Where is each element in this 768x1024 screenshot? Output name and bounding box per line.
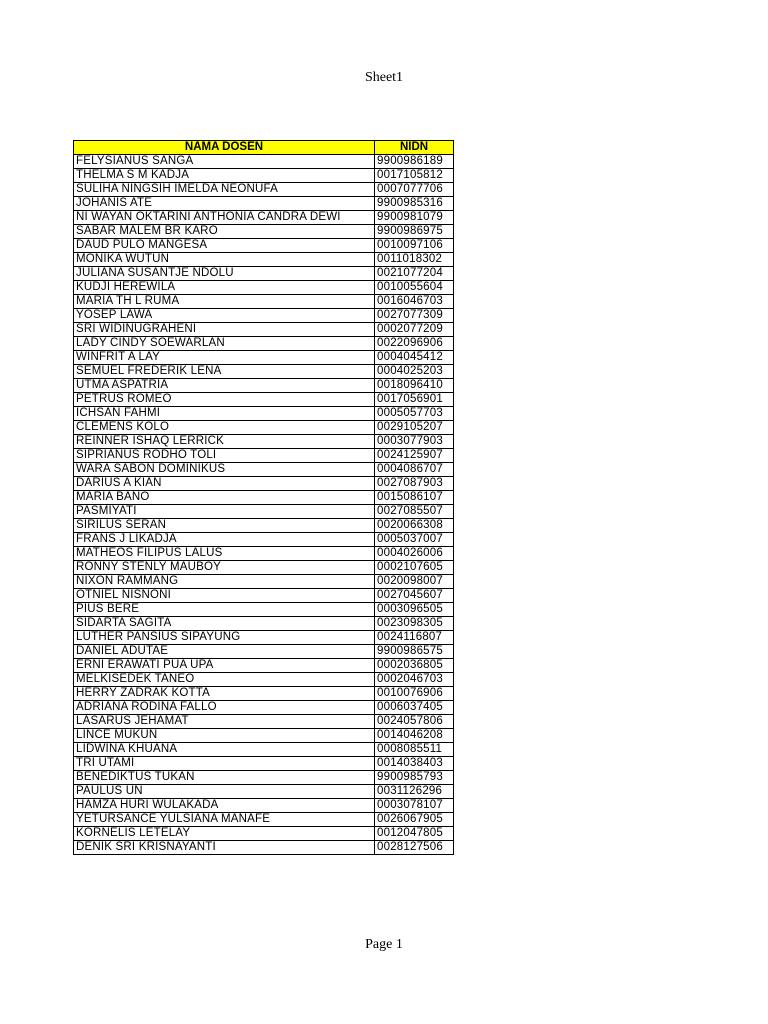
table-row [74, 239, 454, 253]
cell-nama-dosen: OTNIEL NISNONI [74, 589, 375, 603]
cell-nama-dosen: ERNI ERAWATI PUA UPA [74, 659, 375, 673]
cell-nidn: 0017056901 [375, 393, 454, 407]
cell-nidn: 0005057703 [375, 407, 454, 421]
cell-nama-dosen: FRANS J LIKADJA [74, 533, 375, 547]
cell-nama-dosen: NI WAYAN OKTARINI ANTHONIA CANDRA DEWI [74, 211, 375, 225]
cell-nidn: 0031126296 [375, 785, 454, 799]
cell-nidn: 0024125907 [375, 449, 454, 463]
table-row [74, 631, 454, 645]
cell-nama-dosen: ADRIANA RODINA FALLO [74, 701, 375, 715]
table-row [74, 379, 454, 393]
cell-nidn: 0015086107 [375, 491, 454, 505]
lecturer-table [73, 140, 454, 855]
table-row [74, 435, 454, 449]
cell-nama-dosen: HAMZA HURI WULAKADA [74, 799, 375, 813]
cell-nidn: 0016046703 [375, 295, 454, 309]
table-row [74, 225, 454, 239]
table-row [74, 785, 454, 799]
table-header-row [74, 141, 454, 155]
table-row [74, 673, 454, 687]
cell-nidn: 0027085507 [375, 505, 454, 519]
table-row [74, 505, 454, 519]
cell-nama-dosen: LADY CINDY SOEWARLAN [74, 337, 375, 351]
cell-nama-dosen: PIUS BERE [74, 603, 375, 617]
cell-nidn: 0017105812 [375, 169, 454, 183]
cell-nidn: 0002077209 [375, 323, 454, 337]
header-nidn: NIDN [375, 141, 454, 155]
cell-nama-dosen: WINFRIT A LAY [74, 351, 375, 365]
page-footer: Page 1 [365, 937, 403, 952]
cell-nama-dosen: SEMUEL FREDERIK LENA [74, 365, 375, 379]
cell-nidn: 0007077706 [375, 183, 454, 197]
cell-nidn: 9900985793 [375, 771, 454, 785]
table-row [74, 477, 454, 491]
cell-nama-dosen: ICHSAN FAHMI [74, 407, 375, 421]
table-row [74, 491, 454, 505]
table-body [74, 155, 454, 855]
table-row [74, 561, 454, 575]
cell-nidn: 9900985316 [375, 197, 454, 211]
cell-nama-dosen: SIDARTA SAGITA [74, 617, 375, 631]
cell-nama-dosen: UTMA ASPATRIA [74, 379, 375, 393]
cell-nidn: 0012047805 [375, 827, 454, 841]
cell-nama-dosen: REINNER ISHAQ LERRICK [74, 435, 375, 449]
cell-nidn: 0028127506 [375, 841, 454, 855]
cell-nidn: 0027045607 [375, 589, 454, 603]
cell-nama-dosen: CLEMENS KOLO [74, 421, 375, 435]
cell-nidn: 0029105207 [375, 421, 454, 435]
cell-nama-dosen: SIPRIANUS RODHO TOLI [74, 449, 375, 463]
cell-nidn: 0026067905 [375, 813, 454, 827]
table-row [74, 645, 454, 659]
cell-nama-dosen: KUDJI HEREWILA [74, 281, 375, 295]
cell-nidn: 0010097106 [375, 239, 454, 253]
cell-nidn: 0006037405 [375, 701, 454, 715]
table-row [74, 743, 454, 757]
cell-nama-dosen: MARIA BANO [74, 491, 375, 505]
table-row [74, 351, 454, 365]
cell-nidn: 0003077903 [375, 435, 454, 449]
cell-nama-dosen: DAUD PULO MANGESA [74, 239, 375, 253]
cell-nidn: 0002107605 [375, 561, 454, 575]
table-row [74, 589, 454, 603]
table-row [74, 421, 454, 435]
table-row [74, 659, 454, 673]
table-row [74, 197, 454, 211]
cell-nidn: 0021077204 [375, 267, 454, 281]
table-row [74, 687, 454, 701]
cell-nidn: 0014038403 [375, 757, 454, 771]
table-row [74, 407, 454, 421]
cell-nama-dosen: HERRY ZADRAK KOTTA [74, 687, 375, 701]
cell-nama-dosen: PASMIYATI [74, 505, 375, 519]
cell-nama-dosen: LUTHER PANSIUS SIPAYUNG [74, 631, 375, 645]
cell-nama-dosen: MONIKA WUTUN [74, 253, 375, 267]
cell-nidn: 0022096906 [375, 337, 454, 351]
cell-nidn: 0020066308 [375, 519, 454, 533]
table-row [74, 617, 454, 631]
cell-nidn: 0005037007 [375, 533, 454, 547]
cell-nidn: 9900986189 [375, 155, 454, 169]
cell-nama-dosen: THELMA S M KADJA [74, 169, 375, 183]
sheet-title: Sheet1 [364, 70, 404, 85]
table-row [74, 309, 454, 323]
cell-nama-dosen: NIXON RAMMANG [74, 575, 375, 589]
cell-nama-dosen: JULIANA SUSANTJE NDOLU [74, 267, 375, 281]
table-row [74, 715, 454, 729]
cell-nama-dosen: SIRILUS SERAN [74, 519, 375, 533]
cell-nidn: 0004026006 [375, 547, 454, 561]
cell-nama-dosen: DANIEL ADUTAE [74, 645, 375, 659]
table-row [74, 533, 454, 547]
cell-nidn: 0027077309 [375, 309, 454, 323]
cell-nidn: 0011018302 [375, 253, 454, 267]
table-row [74, 799, 454, 813]
cell-nidn: 9900986975 [375, 225, 454, 239]
cell-nama-dosen: BENEDIKTUS TUKAN [74, 771, 375, 785]
table-row [74, 701, 454, 715]
cell-nidn: 0010076906 [375, 687, 454, 701]
cell-nama-dosen: DENIK SRI KRISNAYANTI [74, 841, 375, 855]
table-row [74, 337, 454, 351]
cell-nidn: 9900986575 [375, 645, 454, 659]
table-row [74, 183, 454, 197]
table-row [74, 813, 454, 827]
cell-nidn: 0004025203 [375, 365, 454, 379]
cell-nama-dosen: MELKISEDEK TANEO [74, 673, 375, 687]
cell-nidn: 0003078107 [375, 799, 454, 813]
table-row [74, 827, 454, 841]
cell-nama-dosen: YOSEP LAWA [74, 309, 375, 323]
cell-nama-dosen: FELYSIANUS SANGA [74, 155, 375, 169]
table-row [74, 211, 454, 225]
cell-nama-dosen: JOHANIS ATE [74, 197, 375, 211]
table-row [74, 169, 454, 183]
table-row [74, 463, 454, 477]
table-row [74, 603, 454, 617]
table-row [74, 771, 454, 785]
table-row [74, 323, 454, 337]
cell-nama-dosen: MARIA TH L RUMA [74, 295, 375, 309]
cell-nidn: 0024057806 [375, 715, 454, 729]
cell-nama-dosen: TRI UTAMI [74, 757, 375, 771]
cell-nama-dosen: LINCE MUKUN [74, 729, 375, 743]
cell-nama-dosen: SABAR MALEM BR KARO [74, 225, 375, 239]
cell-nidn: 0010055604 [375, 281, 454, 295]
table-row [74, 575, 454, 589]
cell-nidn: 0003096505 [375, 603, 454, 617]
cell-nama-dosen: LASARUS JEHAMAT [74, 715, 375, 729]
table-row [74, 295, 454, 309]
table-row [74, 547, 454, 561]
table-row [74, 253, 454, 267]
table-row [74, 155, 454, 169]
table-row [74, 365, 454, 379]
cell-nidn: 0004045412 [375, 351, 454, 365]
cell-nama-dosen: LIDWINA KHUANA [74, 743, 375, 757]
cell-nidn: 0008085511 [375, 743, 454, 757]
cell-nidn: 9900981079 [375, 211, 454, 225]
cell-nama-dosen: SULIHA NINGSIH IMELDA NEONUFA [74, 183, 375, 197]
cell-nama-dosen: YETURSANCE YULSIANA MANAFE [74, 813, 375, 827]
table-row [74, 841, 454, 855]
cell-nama-dosen: MATHEOS FILIPUS LALUS [74, 547, 375, 561]
cell-nama-dosen: WARA SABON DOMINIKUS [74, 463, 375, 477]
cell-nama-dosen: PETRUS ROMEO [74, 393, 375, 407]
cell-nidn: 0002036805 [375, 659, 454, 673]
table-row [74, 757, 454, 771]
cell-nidn: 0024116807 [375, 631, 454, 645]
table-row [74, 393, 454, 407]
cell-nidn: 0018096410 [375, 379, 454, 393]
table-row [74, 449, 454, 463]
table-row [74, 729, 454, 743]
cell-nama-dosen: PAULUS UN [74, 785, 375, 799]
table-row [74, 519, 454, 533]
cell-nidn: 0014046208 [375, 729, 454, 743]
cell-nidn: 0027087903 [375, 477, 454, 491]
cell-nama-dosen: RONNY STENLY MAUBOY [74, 561, 375, 575]
cell-nama-dosen: SRI WIDINUGRAHENI [74, 323, 375, 337]
cell-nidn: 0023098305 [375, 617, 454, 631]
cell-nidn: 0004086707 [375, 463, 454, 477]
cell-nidn: 0002046703 [375, 673, 454, 687]
cell-nama-dosen: KORNELIS LETELAY [74, 827, 375, 841]
table-row [74, 281, 454, 295]
cell-nidn: 0020098007 [375, 575, 454, 589]
cell-nama-dosen: DARIUS A KIAN [74, 477, 375, 491]
table-row [74, 267, 454, 281]
header-nama-dosen: NAMA DOSEN [74, 141, 375, 155]
